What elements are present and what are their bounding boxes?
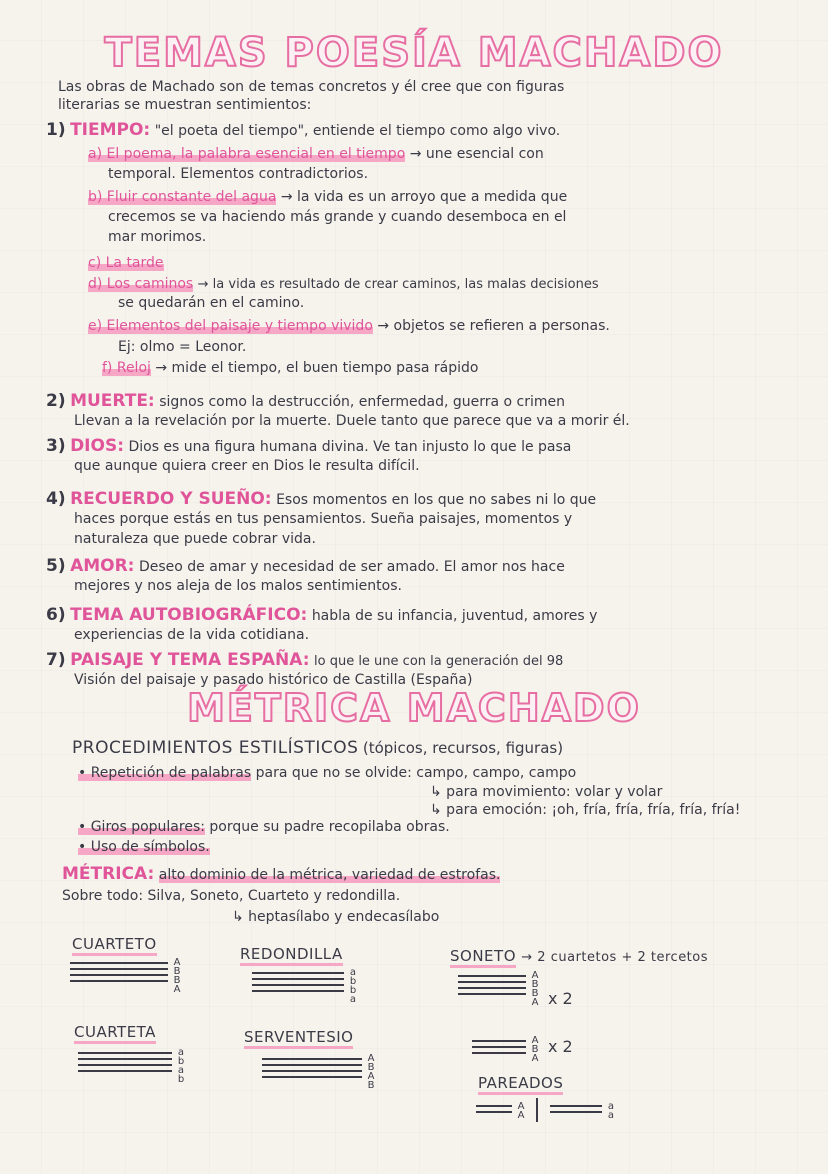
- tiempo-e: [88, 317, 610, 335]
- autobio-heading-row: [46, 606, 597, 625]
- redondilla-label: [240, 945, 343, 963]
- dios-heading: DIOS:: [70, 436, 124, 456]
- tiempo-b-line3: mar morimos.: [108, 229, 207, 245]
- muerte-heading: MUERTE:: [70, 391, 155, 411]
- rhyme-letter: A: [531, 997, 539, 1008]
- cuarteto-rhymes: [172, 958, 182, 994]
- proc-repeticion-sub2: ↳ para emoción: ¡oh, fría, fría, fría, fría, fría!: [430, 802, 741, 818]
- section-number: 3): [46, 436, 66, 456]
- tiempo-description: "el poeta del tiempo", entiende el tiempo como algo vivo.: [154, 123, 561, 139]
- rhyme-letter: A: [517, 1101, 525, 1112]
- amor-heading: AMOR:: [70, 556, 135, 576]
- rhyme-letter: A: [531, 1035, 539, 1046]
- muerte-heading-row: [46, 392, 565, 411]
- soneto-note: → 2 cuartetos + 2 tercetos: [521, 950, 709, 965]
- pareados-lines-right: [550, 1105, 602, 1117]
- paisaje-line2: Visión del paisaje y pasado histórico de Castilla (España): [74, 672, 473, 688]
- redondilla-name: REDONDILLA: [240, 945, 343, 966]
- proc-bullet-repeticion-highlight: • Repetición de palabras: [78, 765, 252, 781]
- tiempo-f-highlight: f) Reloj: [102, 360, 151, 376]
- proc-bullet-giros: [78, 818, 450, 836]
- dios-heading-row: [46, 437, 571, 456]
- rhyme-letter: B: [173, 975, 181, 986]
- pareados-name: PAREADOS: [478, 1074, 563, 1095]
- soneto-terceto-lines: [472, 1040, 526, 1058]
- amor-description: Deseo de amar y necesidad de ser amado. El amor nos hace: [138, 559, 565, 575]
- tiempo-b-text: → la vida es un arroyo que a medida que: [280, 189, 568, 205]
- recuerdo-heading: RECUERDO Y SUEÑO:: [70, 489, 272, 509]
- rhyme-letter: a: [177, 1047, 185, 1058]
- section-number: 2): [46, 391, 66, 411]
- tiempo-e-text: → objetos se refieren a personas.: [377, 318, 610, 334]
- tiempo-c: [88, 254, 164, 272]
- proc-repeticion-sub1: ↳ para movimiento: volar y volar: [430, 784, 663, 800]
- rhyme-letter: b: [177, 1074, 185, 1085]
- serventesio-lines: [262, 1058, 362, 1082]
- soneto-times-1: x 2: [548, 989, 573, 1008]
- rhyme-letter: A: [517, 1110, 525, 1121]
- soneto-rhymes-2: [530, 1036, 540, 1063]
- rhyme-letter: B: [531, 988, 539, 999]
- tiempo-a-line2: temporal. Elementos contradictorios.: [108, 166, 369, 182]
- rhyme-letter: A: [173, 984, 181, 995]
- metrica-heading-row: [62, 865, 500, 884]
- tiempo-d-highlight: d) Los caminos: [88, 276, 194, 292]
- rhyme-letter: b: [349, 976, 357, 987]
- rhyme-letter: a: [177, 1065, 185, 1076]
- soneto-name: SONETO: [450, 947, 516, 968]
- redondilla-lines: [252, 972, 344, 996]
- rhyme-letter: A: [367, 1053, 375, 1064]
- tiempo-d: [88, 275, 599, 294]
- rhyme-letter: b: [177, 1056, 185, 1067]
- rhyme-letter: B: [367, 1080, 375, 1091]
- procedimientos-subtitle: (tópicos, recursos, figuras): [362, 739, 564, 757]
- cuarteto-name: CUARTETO: [72, 935, 157, 956]
- amor-line2: mejores y nos aleja de los malos sentimientos.: [74, 578, 402, 594]
- pareados-label: [478, 1074, 563, 1092]
- recuerdo-heading-row: [46, 490, 596, 509]
- recuerdo-line3: naturaleza que puede cobrar vida.: [74, 531, 316, 547]
- recuerdo-description: Esos momentos en los que no sabes ni lo que: [276, 492, 597, 508]
- rhyme-letter: B: [531, 979, 539, 990]
- metrica-title: MÉTRICA MACHADO: [187, 686, 641, 730]
- proc-bullet-repeticion-text: para que no se olvide: campo, campo, campo: [255, 765, 577, 781]
- pareados-lines-left: [476, 1105, 512, 1117]
- recuerdo-line2: haces porque estás en tus pensamientos. Sueña paisajes, momentos y: [74, 511, 573, 527]
- serventesio-rhymes: [366, 1054, 376, 1090]
- paisaje-heading-row: [46, 651, 563, 671]
- dios-description: Dios es una figura humana divina. Ve tan injusto lo que le pasa: [128, 439, 572, 455]
- muerte-description: signos como la destrucción, enfermedad, guerra o crimen: [159, 394, 566, 410]
- tiempo-c-highlight: c) La tarde: [88, 255, 164, 271]
- tiempo-b-highlight: b) Fluir constante del agua: [88, 189, 277, 205]
- tiempo-b: [88, 188, 567, 206]
- cuarteta-label: [74, 1023, 156, 1041]
- proc-bullet-simbolos-highlight: • Uso de símbolos.: [78, 839, 210, 855]
- tiempo-d-text: → la vida es resultado de crear caminos, las malas decisiones: [197, 277, 599, 292]
- page-title: TEMAS POESÍA MACHADO: [104, 30, 724, 76]
- cuarteta-rhymes: [176, 1048, 186, 1084]
- tiempo-a: [88, 145, 544, 163]
- tiempo-f-text: → mide el tiempo, el buen tiempo pasa rápido: [155, 360, 479, 376]
- rhyme-letter: a: [607, 1110, 615, 1121]
- proc-bullet-simbolos: [78, 838, 210, 856]
- procedimientos-heading-row: [72, 739, 563, 758]
- section-number: 6): [46, 605, 66, 625]
- metrica-description: alto dominio de la métrica, variedad de estrofas.: [158, 867, 501, 883]
- autobio-heading: TEMA AUTOBIOGRÁFICO:: [70, 605, 308, 625]
- tiempo-b-line2: crecemos se va haciendo más grande y cuando desemboca en el: [108, 209, 567, 225]
- tiempo-a-text: → une esencial con: [409, 146, 544, 162]
- proc-bullet-giros-highlight: • Giros populares:: [78, 819, 205, 835]
- rhyme-letter: A: [173, 957, 181, 968]
- autobio-description: habla de su infancia, juventud, amores y: [311, 608, 598, 624]
- pareados-rhymes-left: [516, 1102, 526, 1120]
- serventesio-name: SERVENTESIO: [244, 1028, 353, 1049]
- rhyme-letter: A: [531, 1053, 539, 1064]
- soneto-cuarteto-lines: [458, 975, 526, 999]
- autobio-line2: experiencias de la vida cotidiana.: [74, 627, 310, 643]
- rhyme-letter: b: [349, 985, 357, 996]
- tiempo-heading: TIEMPO:: [70, 120, 151, 140]
- rhyme-letter: A: [367, 1071, 375, 1082]
- proc-bullet-repeticion: [78, 764, 576, 782]
- rhyme-letter: B: [173, 966, 181, 977]
- paisaje-heading: PAISAJE Y TEMA ESPAÑA:: [70, 650, 310, 670]
- soneto-rhymes-1: [530, 971, 540, 1007]
- intro-line-1: Las obras de Machado son de temas concretos y él cree que con figuras: [58, 79, 565, 95]
- muerte-line2: Llevan a la revelación por la muerte. Duele tanto que parece que va a morir él.: [74, 413, 630, 429]
- metrica-heading: MÉTRICA:: [62, 864, 155, 884]
- dios-line2: que aunque quiera creer en Dios le resulta difícil.: [74, 458, 420, 474]
- rhyme-letter: A: [531, 970, 539, 981]
- rhyme-letter: B: [367, 1062, 375, 1073]
- rhyme-letter: a: [349, 967, 357, 978]
- section-number: 4): [46, 489, 66, 509]
- procedimientos-heading: PROCEDIMIENTOS ESTILÍSTICOS: [72, 738, 359, 758]
- redondilla-rhymes: [348, 968, 358, 1004]
- soneto-times-2: x 2: [548, 1037, 573, 1056]
- tiempo-f: [102, 359, 479, 377]
- proc-bullet-giros-text: porque su padre recopilaba obras.: [209, 819, 450, 835]
- cuarteto-label: [72, 935, 157, 953]
- metrica-line3: ↳ heptasílabo y endecasílabo: [232, 909, 440, 925]
- serventesio-label: [244, 1028, 353, 1046]
- soneto-label: [450, 947, 708, 965]
- section-number: 7): [46, 650, 66, 670]
- tiempo-heading-row: [46, 121, 560, 140]
- pareados-rhymes-right: [606, 1102, 616, 1120]
- metrica-line2: Sobre todo: Silva, Soneto, Cuarteto y redondilla.: [62, 888, 401, 904]
- paisaje-description: lo que le une con la generación del 98: [314, 654, 564, 669]
- section-number: 5): [46, 556, 66, 576]
- section-number: 1): [46, 120, 66, 140]
- amor-heading-row: [46, 557, 565, 576]
- cuarteta-name: CUARTETA: [74, 1023, 156, 1044]
- pareados-divider: [536, 1098, 538, 1122]
- tiempo-d-line2: se quedarán en el camino.: [118, 295, 305, 311]
- tiempo-e-line2: Ej: olmo = Leonor.: [118, 339, 247, 355]
- rhyme-letter: a: [349, 994, 357, 1005]
- tiempo-a-highlight: a) El poema, la palabra esencial en el tiempo: [88, 146, 406, 162]
- cuarteta-lines: [78, 1052, 172, 1076]
- rhyme-letter: B: [531, 1044, 539, 1055]
- cuarteto-lines: [70, 962, 168, 986]
- intro-line-2: literarias se muestran sentimientos:: [58, 97, 312, 113]
- rhyme-letter: a: [607, 1101, 615, 1112]
- tiempo-e-highlight: e) Elementos del paisaje y tiempo vivido: [88, 318, 373, 334]
